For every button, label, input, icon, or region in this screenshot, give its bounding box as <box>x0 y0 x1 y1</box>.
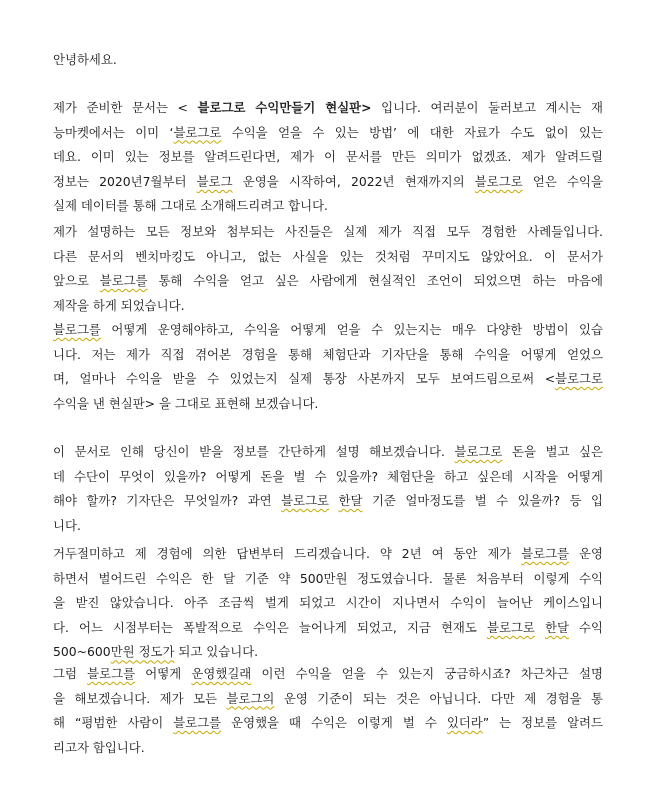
text-run: ” 는 정보를 알려드 <box>482 715 603 731</box>
text-line <box>53 687 603 712</box>
text-run: 되고 있습니다. <box>174 644 259 660</box>
text-run: 제작을 하게 되었습니다. <box>53 297 185 313</box>
text-line <box>53 269 603 294</box>
text-run: 수익을 낸 현실판> 을 그대로 표현해 보겠습니다. <box>53 395 319 411</box>
text-run: 을 받진 않았습니다. 아주 조금씩 벌게 되었고 시간이 지나면서 수익이 늘어난 케이스입니 <box>53 595 603 611</box>
paragraph <box>53 662 603 760</box>
text-run: 어떻게 운영해야하고, 수익을 어떻게 얻을 수 있는지는 매우 다양한 방법이 있습 <box>100 322 603 337</box>
text-run: 리고자 함입니다. <box>53 739 145 755</box>
text-run: 니다. 저는 제가 직접 겪어본 경험을 통해 체험단과 기자단을 통해 수익을 어떻게 얻었으 <box>53 346 603 362</box>
text-run: 니다. <box>53 517 81 533</box>
text-run: 제가 준비한 문서는 < <box>53 100 198 115</box>
text-run: 제가 설명하는 모든 정보와 첨부되는 사진들은 실제 제가 직접 모두 경험한 사례들입니다. <box>53 224 603 239</box>
text-run: 통해 수익을 얻고 싶은 사람에게 현실적인 조언이 되었으면 하는 마음에 <box>147 273 603 289</box>
text-run: 거두절미하고 제 경험에 의한 답변부터 드리겠습니다. 약 2년 여 동안 제가 <box>53 546 522 561</box>
text-run: 어떻게 <box>135 666 192 681</box>
spell-flagged-word: 블로그로 <box>474 173 523 189</box>
text-line <box>53 662 603 687</box>
text-line <box>53 145 603 170</box>
text-run: 해 “평범한 사람이 <box>53 715 174 731</box>
text-line <box>53 294 603 319</box>
text-run: 기준 얼마정도를 벌 수 있을까? 등 입 <box>362 493 603 509</box>
text-run: 하면서 벌어드린 수익은 한 달 기준 약 500만원 정도였습니다. 물론 처음부터 이렇게 수익 <box>53 570 603 586</box>
text-line <box>53 245 603 270</box>
text-line <box>53 194 603 219</box>
paragraph <box>53 48 603 73</box>
paragraph <box>53 440 603 538</box>
paragraph <box>53 318 603 416</box>
spell-flagged-word: 블로그의 <box>226 690 275 706</box>
text-run: 실제 데이터를 통해 그대로 소개해드리려고 합니다. <box>53 198 328 214</box>
text-line <box>53 343 603 368</box>
paragraph <box>53 96 603 219</box>
text-run: 돈을 벌고 싶은 <box>502 444 603 459</box>
text-run: 앞으로 <box>53 273 100 289</box>
text-line <box>53 48 603 73</box>
spell-flagged-word: 블로그를 <box>87 666 136 681</box>
spell-flagged-word: 블로그를 <box>53 322 101 337</box>
spell-flagged-word: 블로그로 <box>281 493 330 509</box>
text-run: 이 문서로 인해 당신이 받을 정보를 간단하게 설명 해보겠습니다. <box>53 444 455 459</box>
paragraph <box>53 542 603 665</box>
text-run: 운영했을 때 수익은 이렇게 벌 수 <box>221 715 447 731</box>
text-line <box>53 616 603 641</box>
spell-flagged-word: 운영했길래 <box>191 666 252 681</box>
text-line <box>53 367 603 392</box>
spell-flagged-word: 한달 <box>544 619 569 635</box>
text-run: 을 해보겠습니다. 제가 모든 <box>53 690 227 706</box>
text-line <box>53 96 603 121</box>
text-run: 해야 할까? 기자단은 무엇일까? 과연 <box>53 493 282 509</box>
spell-flagged-word: 한달 <box>338 493 363 509</box>
spell-flagged-word: 블로그 <box>196 173 233 189</box>
text-line <box>53 711 603 736</box>
text-run: 수익 <box>568 619 603 635</box>
spell-flagged-word: 블로그로 <box>454 444 503 459</box>
text-run: 다른 문서의 벤치마킹도 아니고, 없는 사실을 있는 것처럼 꾸미지도 않았어요. 이 문서가 <box>53 248 603 264</box>
text-run: 그럼 <box>53 666 88 681</box>
text-line <box>53 591 603 616</box>
text-line <box>53 220 603 245</box>
bold-title-run: 블로그로 수익만들기 현실판> <box>197 100 372 115</box>
text-run: 안녕하세요. <box>53 52 117 67</box>
text-line <box>53 567 603 592</box>
spell-flagged-word: 블로그로 <box>173 124 222 140</box>
text-run <box>535 620 545 635</box>
text-run: 입니다. 여러분이 둘러보고 계시는 재 <box>371 100 603 115</box>
text-run: 정보는 2020년7월부터 <box>53 173 197 189</box>
text-run: 며, 얼마나 수익을 받을 수 있었는지 실제 통장 사본까지 모두 보여드림으로써 < <box>53 371 556 387</box>
text-run: 이런 수익을 얻을 수 있는지 궁금하시죠? 차근차근 설명 <box>251 666 603 681</box>
text-line <box>53 489 603 514</box>
spell-flagged-word: 블로그로 <box>486 619 535 635</box>
spell-flagged-word: 블로그를 <box>521 546 570 561</box>
text-run: 데 수단이 무엇이 있을까? 어떻게 돈을 벌 수 있을까? 체험단을 하고 싶은데 시작을 어떻게 <box>53 468 603 484</box>
spell-flagged-word: 만원 정도가 <box>110 644 175 660</box>
text-line <box>53 440 603 465</box>
spell-flagged-word: 블로그로 <box>555 371 603 387</box>
text-run: 운영 <box>569 546 603 561</box>
paragraph <box>53 220 603 318</box>
text-run: 운영을 시작하여, 2022년 현재까지의 <box>232 173 475 189</box>
text-line <box>53 392 603 417</box>
text-run: 운영 기준이 되는 것은 아닙니다. 다만 제 경험을 통 <box>274 690 603 706</box>
spell-flagged-word: 블로그를 <box>99 273 148 289</box>
text-line <box>53 736 603 761</box>
text-line <box>53 465 603 490</box>
text-run: 데요. 이미 있는 정보를 알려드린다면, 제가 이 문서를 만든 의미가 없겠죠. 제가 알려드릴 <box>53 149 603 165</box>
text-run: 수익을 얻을 수 있는 방법’ 에 대한 자료가 수도 없이 있는 <box>221 124 603 140</box>
text-line <box>53 318 603 343</box>
text-run: 다. 어느 시점부터는 폭발적으로 수익은 늘어나게 되었고, 지금 현재도 <box>53 619 487 635</box>
text-run: 500~600 <box>53 644 111 660</box>
text-line <box>53 514 603 539</box>
spell-flagged-word: 있더라 <box>446 715 483 731</box>
spell-flagged-word: 블로그를 <box>173 715 222 731</box>
text-run <box>329 493 338 508</box>
text-line <box>53 542 603 567</box>
text-run: 얻은 수익을 <box>522 173 603 189</box>
text-run: 능마켓에서는 이미 ‘ <box>53 124 174 140</box>
text-line <box>53 121 603 146</box>
text-line <box>53 170 603 195</box>
